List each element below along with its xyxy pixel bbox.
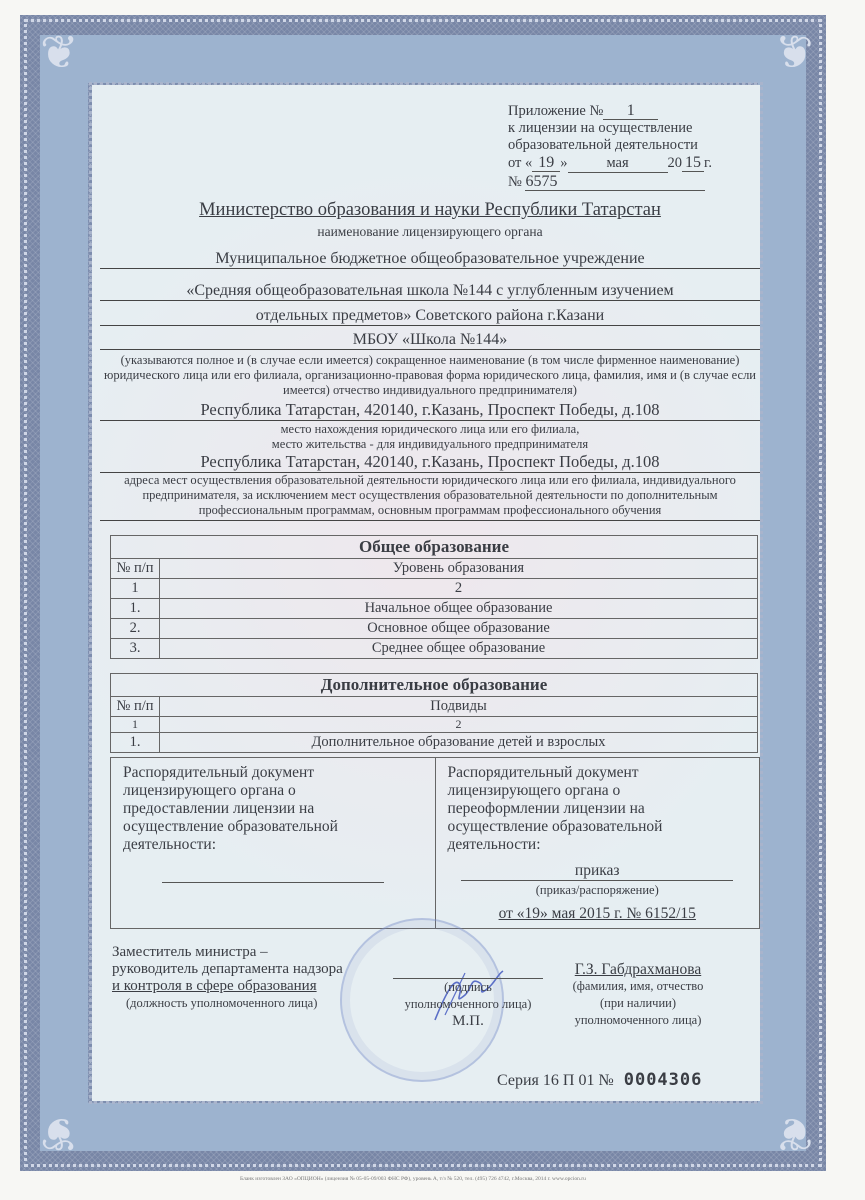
index-cell: 2 [160,717,758,733]
additional-education-table [110,673,758,753]
appendix-line: образовательной деятельности [508,137,698,153]
appendix-date [508,154,712,173]
licensee-caption: (указываются полное и (в случае если имеется) сокращенное наименование (в том числе фирменное наименование) юридического лица или его филиала, организационно-правовая форма юридического лица, фамилия, имя и (в случае если имеется) отчество индивидуального предпринимателя) [103,353,756,397]
appendix-label: Приложение № [508,103,604,119]
administrative-documents [110,757,760,929]
location-address: Республика Татарстан, 420140, г.Казань, Проспект Победы, д.108 [100,400,760,421]
grant-document [111,758,435,928]
location-caption: место жительства - для индивидуального предпринимателя [271,437,589,451]
position-line: руководитель департамента надзора [112,961,343,977]
reissue-date-number: от «19» мая 2015 г. № 6152/15 [498,905,696,922]
index-cell: 2 [160,579,758,599]
table-header-row [111,559,758,579]
position-caption: (должность уполномоченного лица) [126,996,318,1010]
grant-document-text: Распорядительный документ лицензирующего органа о предоставлении лицензии на осуществление образовательной деятельности: [123,764,338,853]
row-number: 3. [111,639,160,659]
row-number: 1. [111,733,160,753]
appendix-line: к лицензии на осуществление [508,120,693,136]
seal-label: М.П. [452,1013,484,1029]
index-cell: 1 [111,579,160,599]
reissue-document-type: приказ [461,862,733,881]
licensing-body-caption: наименование лицензирующего органа [317,224,543,239]
column-header: № п/п [111,697,160,717]
serial-label: Серия [497,1072,539,1089]
date-year-prefix: 20 [667,155,683,171]
appendix-number-line [508,102,712,120]
table-row [111,639,758,659]
name-caption: уполномоченного лица) [574,1013,702,1027]
licensee-name-line: «Средняя общеобразовательная школа №144 с углубленным изучением [100,282,760,301]
table-header-row [111,697,758,717]
general-education-table [110,535,758,659]
ornament-icon: ❦ [775,1108,814,1159]
row-number: 2. [111,619,160,639]
row-number: 1. [111,599,160,619]
index-cell: 1 [111,717,160,733]
signature-caption: уполномоченного лица) [404,997,532,1011]
form-serial [497,1070,702,1090]
column-header: № п/п [111,559,160,579]
position-line: и контроля в сфере образования [112,978,317,994]
licensee-name-line: Муниципальное бюджетное общеобразовательное учреждение [100,250,760,269]
licensee-name-line: отдельных предметов» Советского района г.Казани [100,307,760,326]
serial-number: 0004306 [623,1070,703,1090]
activity-address: Республика Татарстан, 420140, г.Казань, Проспект Победы, д.108 [100,452,760,473]
signatory-position [112,944,343,1012]
grant-document-blank [162,880,384,883]
education-level: Основное общее образование [160,619,758,639]
table-row [111,619,758,639]
date-day: 19 [532,154,560,172]
signatory-name: Г.З. Габдрахманова [574,961,702,978]
appendix-header [508,102,712,191]
date-year-unit: г. [704,155,712,171]
serial-no-label: № [598,1072,614,1089]
table-title: Общее образование [111,536,758,559]
table-index-row [111,579,758,599]
signature-block [393,978,543,1030]
date-prefix: от « [508,155,533,171]
table-title: Дополнительное образование [111,674,758,697]
ornament-icon: ❦ [775,27,814,78]
licensee-short-name: МБОУ «Школа №144» [100,331,760,350]
date-year-suffix: 15 [682,154,704,172]
licensing-body-text: Министерство образования и науки Республики Татарстан [199,200,661,220]
ornament-icon: ❦ [40,27,79,78]
signature-caption: (подпись [444,980,492,994]
reissue-document [435,758,760,928]
date-quote: » [560,155,568,171]
location-caption: место нахождения юридического лица или его филиала, [280,422,580,436]
education-level: Начальное общее образование [160,599,758,619]
ornament-icon: ❦ [40,1108,79,1159]
name-caption: (при наличии) [599,996,677,1010]
position-line: Заместитель министра – [112,944,268,960]
date-month: мая [568,155,668,173]
reg-number: 6575 [525,173,705,191]
serial-series: 16 П 01 [542,1072,595,1089]
column-header: Уровень образования [160,559,758,579]
education-level: Среднее общее образование [160,639,758,659]
appendix-reg [508,173,712,191]
reg-label: № [508,174,522,190]
table-row [111,599,758,619]
licensing-body-name [100,200,760,221]
signatory-name-block [558,961,718,1029]
reissue-type-caption: (приказ/распоряжение) [535,883,659,897]
name-caption: (фамилия, имя, отчество [572,979,704,993]
activity-address-caption: адреса мест осуществления образовательной деятельности юридического лица или его филиала, индивидуального предпринимателя, за исключением мест осуществления образовательной деятельности по дополнительным профессиональным программам, основным программам профессионального обучения [100,473,760,521]
reissue-document-text: Распорядительный документ лицензирующего органа о переоформлении лицензии на осуществление образовательной деятельности: [447,764,663,853]
appendix-number: 1 [603,102,658,120]
column-header: Подвиды [160,697,758,717]
table-row [111,733,758,753]
education-subtype: Дополнительное образование детей и взрослых [160,733,758,753]
table-index-row [111,717,758,733]
printer-note: Бланк изготовлен ЗАО «ОПЦИОН» (лицензия № 05-05-09/003 ФНС РФ), уровень А, т/з № 520, тел. (495) 726 4742, г.Москва, 2014 г. www.opcion.ru [240,1176,586,1182]
